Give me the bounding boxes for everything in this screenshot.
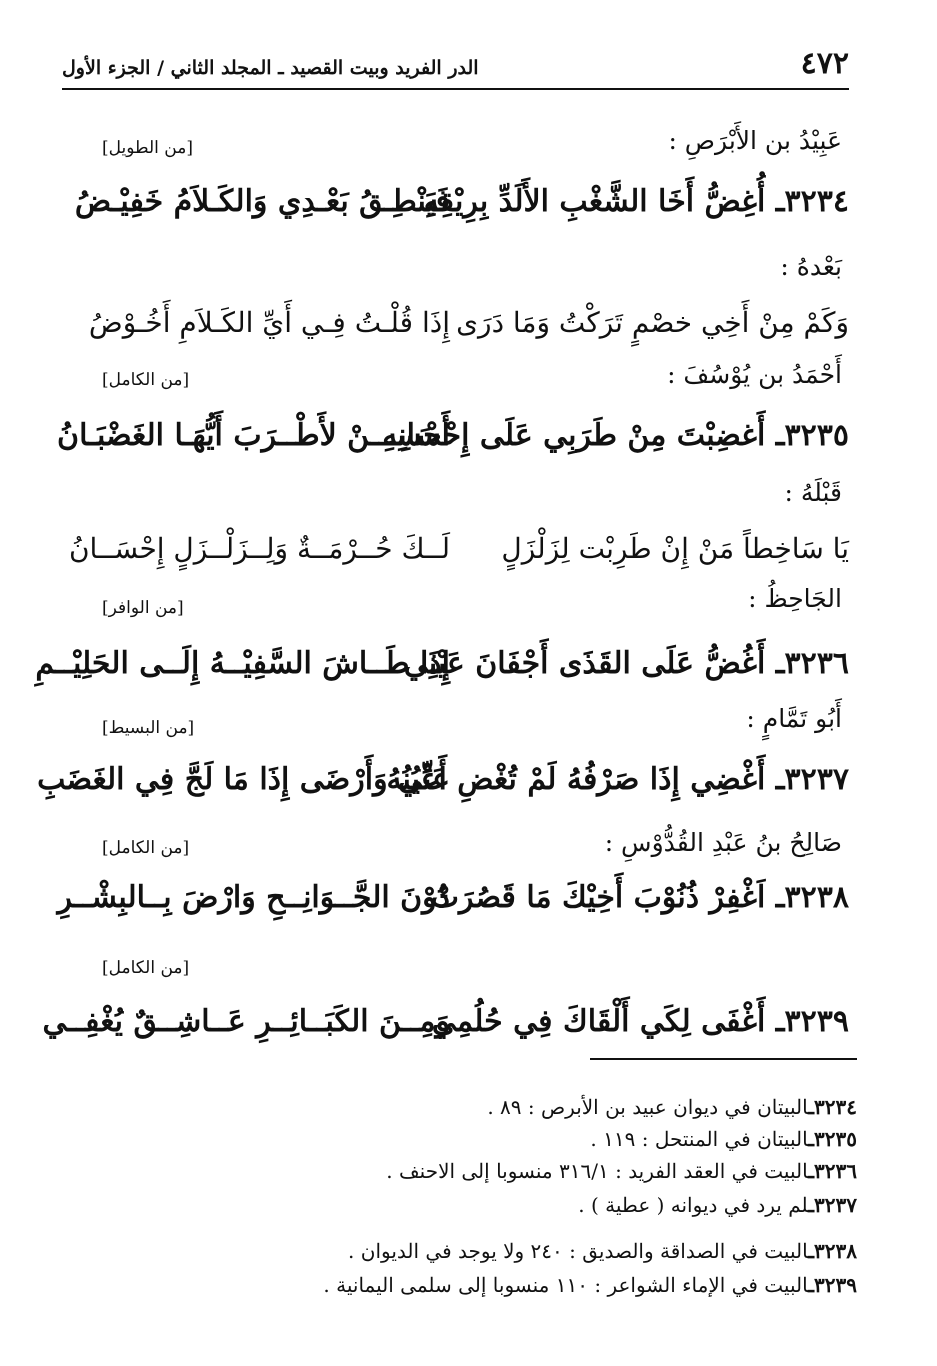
footnote-number: ٣٢٣٤ـ bbox=[808, 1095, 857, 1119]
verse-first-text: أَغْفَى لِكَي أَلْقَاكَ فِي حُلُمِي bbox=[431, 1004, 766, 1039]
verse-first-text: أَغُضُّ عَلَى القَذَى أَجْفَانَ عَيْنِي bbox=[403, 646, 766, 681]
footnote-number: ٣٢٣٥ـ bbox=[808, 1127, 857, 1151]
verse-first-hemistich bbox=[403, 646, 849, 681]
poet-name: أَبُو تَمَّامٍ : bbox=[746, 704, 842, 733]
footnote bbox=[386, 1156, 857, 1186]
meter-label: [من الوافر] bbox=[102, 598, 184, 618]
verse-line bbox=[57, 418, 849, 466]
verse-number: ٣٢٣٥ـ bbox=[775, 418, 849, 453]
verse-number: ٣٢٣٤ـ bbox=[775, 184, 849, 219]
poet-name: أَحْمَدُ بن يُوْسُفَ : bbox=[667, 360, 842, 389]
footnote bbox=[348, 1236, 857, 1266]
footnote-number: ٣٢٣٨ـ bbox=[808, 1239, 857, 1263]
verse-first-hemistich bbox=[430, 880, 849, 915]
verse-first-hemistich bbox=[382, 418, 849, 453]
verse-second-hemistich: وَمِــنَ الكَبَــائِــرِ عَــاشِــقٌ يُغْفِــي bbox=[42, 1004, 450, 1039]
footnote-text: البيت في الصداقة والصديق : ٢٤٠ ولا يوجد في الديوان . bbox=[348, 1239, 809, 1263]
verse-line bbox=[68, 532, 849, 580]
footnote-number: ٣٢٣٩ـ bbox=[808, 1273, 857, 1297]
footnote bbox=[590, 1124, 857, 1154]
verse-second-hemistich: عَنِّي وَأَرْضَى إِذَا مَا لَجَّ فِي الغَضَبِ bbox=[37, 762, 450, 797]
footnote bbox=[323, 1270, 857, 1300]
meter-label: [من الطويل] bbox=[102, 138, 193, 158]
verse-first-text: أُغِضُّ أَخَا الشَّغْبِ الأَلَدِّ بِرِيْقِهِ bbox=[423, 184, 766, 219]
meter-label: [من الكامل] bbox=[102, 838, 190, 858]
verse-first-text: أَغْضِي إِذَا صَرْفُهُ لَمْ تُغْضِ أَعْيُنُهُ bbox=[386, 762, 766, 797]
verse-first-hemistich: يَا سَاخِطاً مَنْ إِنْ طَرِبْت لِزَلْزَلٍ bbox=[501, 532, 849, 565]
footnote bbox=[487, 1092, 857, 1122]
poet-name: الجَاحِظُ : bbox=[748, 584, 842, 613]
verse-second-hemistich: إِذَا طَــاشَ السَّفِيْــهُ إِلَــى الحَلِيْــمِ bbox=[35, 646, 450, 681]
verse-number: ٣٢٣٦ـ bbox=[775, 646, 849, 681]
verse-number: ٣٢٣٨ـ bbox=[775, 880, 849, 915]
verse-first-hemistich bbox=[423, 184, 849, 219]
verse-second-hemistich: أَحْسِـــنْ لأَطْــرَبَ أَيُّهَـا الغَضْبَـانُ bbox=[57, 418, 450, 453]
poet-name: عَبِيْدُ بن الأَبْرَصِ : bbox=[668, 126, 842, 155]
meter-label: [من الكامل] bbox=[102, 958, 190, 978]
running-title: الدر الفريد وبيت القصيد ـ المجلد الثاني / الجزء الأول bbox=[62, 57, 479, 79]
verse-line bbox=[37, 762, 849, 810]
verse-first-text: اَغْفِرْ ذُنُوْبَ أَخِيْكَ مَا قَصُرَتْ bbox=[430, 880, 766, 915]
footnote-text: البيت في العقد الفريد : ٣١٦/١ منسوبا إلى الاحنف . bbox=[386, 1159, 809, 1183]
footnote-number: ٣٢٣٦ـ bbox=[808, 1159, 857, 1183]
verse-note: قَبْلَهُ : bbox=[784, 478, 842, 507]
footnote-text: البيتان في المنتحل : ١١٩ . bbox=[590, 1127, 809, 1151]
verse-line bbox=[42, 1004, 849, 1052]
footnote-separator bbox=[590, 1058, 857, 1060]
meter-label: [من الكامل] bbox=[102, 370, 190, 390]
verse-second-hemistich: دُوْنَ الجَّــوَانِــحِ وَارْضَ بِــالبِشْــرِ bbox=[57, 880, 450, 915]
verse-number: ٣٢٣٧ـ bbox=[775, 762, 849, 797]
verse-first-text: أَغضِبْتَ مِنْ طَرَبِي عَلَى إِحْسَانِهِ bbox=[382, 418, 766, 453]
poet-name: صَالِحُ بنُ عَبْدِ القُدُّوْسِ : bbox=[604, 828, 842, 857]
verse-line bbox=[88, 306, 849, 354]
verse-first-hemistich bbox=[386, 762, 849, 797]
footnote-number: ٣٢٣٧ـ bbox=[808, 1193, 857, 1217]
verse-line bbox=[57, 880, 849, 928]
meter-label: [من البسيط] bbox=[102, 718, 195, 738]
page-header bbox=[62, 44, 849, 90]
page-number: ٤٧٢ bbox=[800, 46, 849, 81]
footnote-text: البيتان في ديوان عبيد بن الأبرص : ٨٩ . bbox=[487, 1095, 809, 1119]
verse-first-hemistich bbox=[431, 1004, 849, 1039]
verse-second-hemistich: لَــكَ حُــرْمَــةٌ وَلِــزَلْــزَلٍ إِحْسَــانُ bbox=[68, 532, 450, 565]
verse-second-hemistich: إِذَا قُلْـتُ فِـي أَيِّ الكَـلاَمِ أَخُـوْضُ bbox=[88, 306, 450, 339]
verse-second-hemistich: فَيَنْطِـقُ بَعْـدِي وَالكَـلاَمُ خَفِيْـضُ bbox=[74, 184, 450, 219]
verse-first-hemistich: وَكَمْ مِنْ أَخِي خصْمٍ تَرَكْتُ وَمَا دَرَى bbox=[456, 306, 849, 339]
verse-line bbox=[35, 646, 849, 694]
footnote-text: البيت في الإماء الشواعر : ١١٠ منسوبا إلى سلمى اليمانية . bbox=[323, 1273, 809, 1297]
verse-line bbox=[74, 184, 849, 232]
footnote-text: لم يرد في ديوانه ( عطية ) . bbox=[578, 1193, 809, 1217]
verse-note: بَعْدهُ : bbox=[780, 252, 842, 281]
verse-number: ٣٢٣٩ـ bbox=[775, 1004, 849, 1039]
footnote bbox=[578, 1190, 857, 1220]
